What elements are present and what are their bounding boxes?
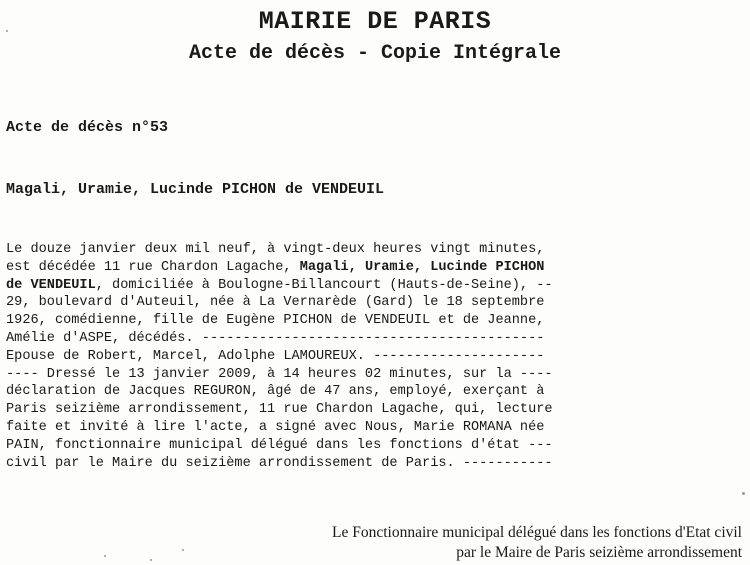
signature-line-2: par le Maire de Paris seizième arrondissement [456, 544, 742, 561]
signature-line-1: Le Fonctionnaire municipal délégué dans les fonctions d'Etat civil [332, 524, 742, 541]
body-line: civil par le Maire du seizième arrondissement de Paris. ----------- [6, 455, 553, 471]
body-line: Epouse de Robert, Marcel, Adolphe LAMOUREUX. --------------------- [6, 348, 545, 364]
document-title: MAIRIE DE PARIS [258, 7, 492, 36]
scan-speck [6, 30, 8, 32]
body-name-bold: de VENDEUIL [6, 277, 96, 293]
body-line: ---- Dressé le 13 janvier 2009, à 14 heures 02 minutes, sur la ---- [6, 366, 553, 382]
body-line: Le douze janvier deux mil neuf, à vingt-deux heures vingt minutes, [6, 242, 545, 257]
acte-body [6, 241, 626, 472]
scan-speck [182, 549, 184, 551]
body-line: PAIN, fonctionnaire municipal délégué dans les fonctions d'état --- [6, 437, 553, 453]
body-line: 29, boulevard d'Auteuil, née à La Vernarède (Gard) le 18 septembre [6, 295, 545, 311]
body-line: 1926, comédienne, fille de Eugène PICHON de VENDEUIL et de Jeanne, [6, 313, 545, 329]
body-line: faite et invité à lire l'acte, a signé avec Nous, Marie ROMANA née [6, 419, 545, 435]
document-subtitle: Acte de décès - Copie Intégrale [188, 42, 562, 65]
scan-speck [104, 555, 106, 557]
body-line: Paris seizième arrondissement, 11 rue Chardon Lagache, qui, lecture [6, 402, 553, 418]
body-line: Amélie d'ASPE, décédés. ------------------------------------------ [6, 330, 545, 346]
body-name-bold: Magali, Uramie, Lucinde PICHON [299, 259, 545, 275]
body-line: , domiciliée à Boulogne-Billancourt (Hauts-de-Seine), -- [95, 277, 553, 293]
deceased-name: Magali, Uramie, Lucinde PICHON de VENDEUIL [6, 181, 385, 198]
body-line: est décédée 11 rue Chardon Lagache, [6, 259, 300, 275]
body-line: déclaration de Jacques REGURON, âgé de 47 ans, employé, exerçant à [6, 384, 545, 400]
scan-speck [150, 559, 152, 561]
scan-speck [742, 492, 745, 495]
acte-number: Acte de décès n°53 [6, 119, 169, 136]
